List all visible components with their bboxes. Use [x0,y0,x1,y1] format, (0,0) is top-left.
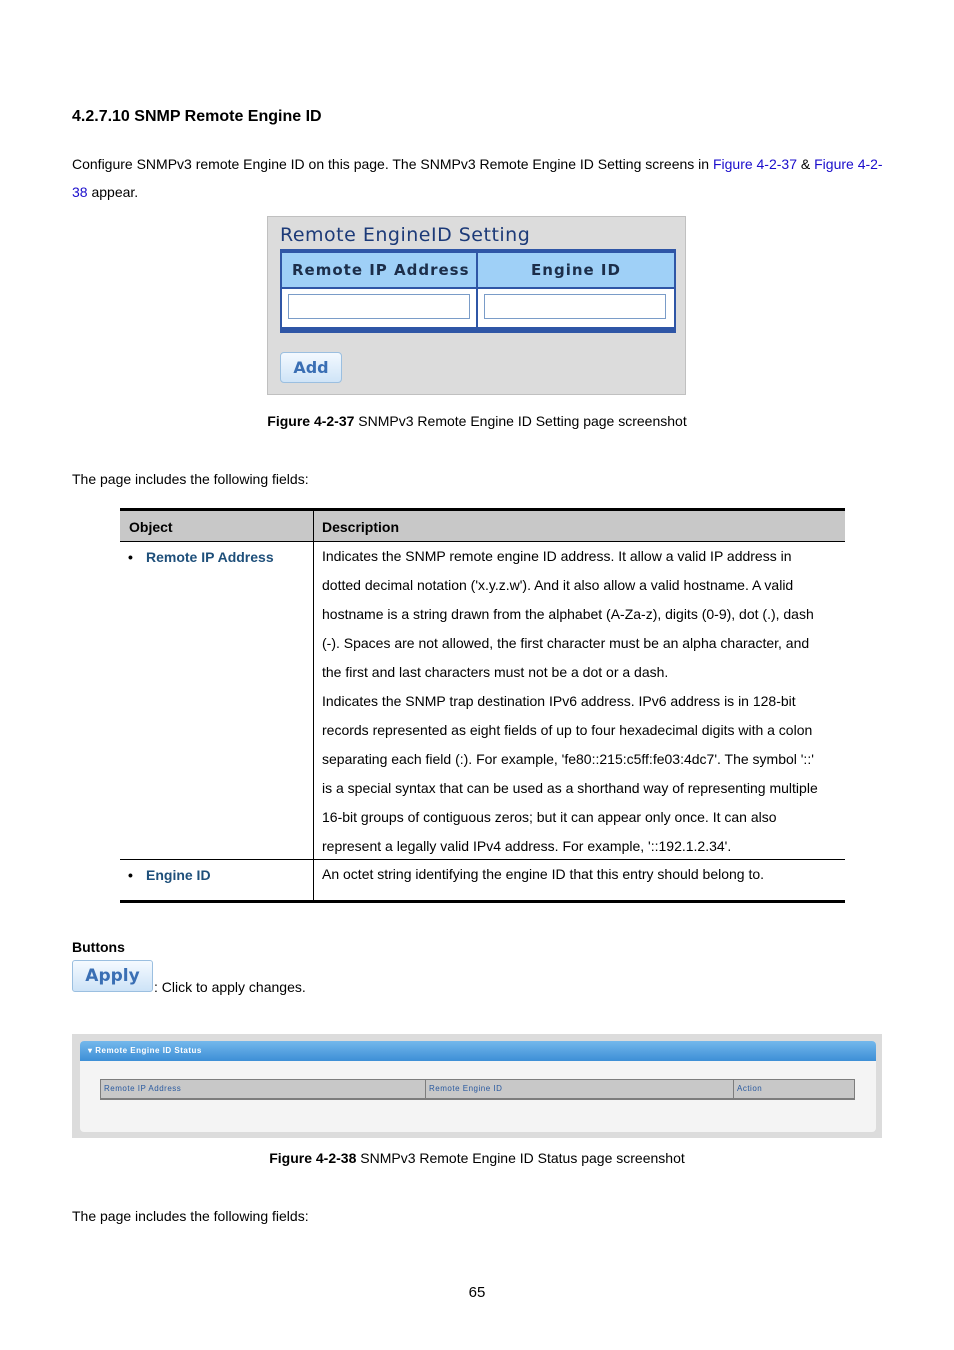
header-description: Description [322,519,400,535]
apply-description: : Click to apply changes. [154,979,306,995]
figure-4-2-38-caption [0,1150,954,1166]
apply-button[interactable]: Apply [72,960,153,992]
engine-id-input[interactable] [484,294,666,319]
section-title: 4.2.7.10 SNMP Remote Engine ID [72,108,322,125]
caption-label: Figure 4-2-37 [267,413,355,429]
caption-text: SNMPv3 Remote Engine ID Status page screenshot [356,1150,685,1166]
panel-title: Remote EngineID Setting [280,224,531,246]
column-header-engine-id: Engine ID [478,253,674,287]
remote-engine-id-status-screenshot [72,1034,882,1138]
figure-4-2-37-caption [0,413,954,429]
status-col-remote-engine-id: Remote Engine ID [425,1080,733,1098]
figure-4-2-38-link[interactable]: Figure 4-2-38 [72,156,883,200]
column-header-remote-ip: Remote IP Address [282,253,476,287]
remote-ip-input[interactable] [288,294,470,319]
description-remote-ip-address: Indicates the SNMP remote engine ID address. It allow a valid IP address in dotted decimal notation ('x.y.z.w'). And it also allow a valid hostname. A valid hostname is a string drawn from the alphabet (A-Za-z), digits (0-9), dot (.), dash (-). Spaces are not allowed, the first character must be an alpha character, and the first and last characters must not be a dot or a dash. Indicates the SNMP trap destination IPv6 address. IPv6 address is in 128-bit records represented as eight fields of up to four hexadecimal digits with a colon separating each field (:). For example, 'fe80::215:c5ff:fe03:4dc7'. The symbol '::' is a special syntax that can be used as a shorthand way of representing multiple 16-bit groups of contiguous zeros; but it can appear only once. It can also represent a legally valid IPv4 address. For example, '::192.1.2.34'. [322,548,818,854]
caption-label: Figure 4-2-38 [269,1150,357,1166]
remote-ip-cell [282,289,476,327]
setting-table [280,249,676,333]
column-divider [313,511,314,901]
status-col-action: Action [733,1080,854,1098]
intro-text-after: appear. [87,184,139,200]
object-engine-id: • Engine ID [130,867,211,883]
figure-4-2-37-link[interactable]: Figure 4-2-37 [712,156,797,172]
header-object: Object [129,519,173,535]
status-col-remote-ip: Remote IP Address [104,1084,182,1093]
fields-intro-1: The page includes the following fields: [72,471,309,487]
page-number: 65 [468,1284,486,1301]
table-bottom-rule [120,900,845,903]
status-panel [80,1041,876,1132]
intro-text-before: Configure SNMPv3 remote Engine ID on this page. The SNMPv3 Remote Engine ID Setting screens in [72,156,713,172]
add-button[interactable]: Add [280,352,342,383]
engine-id-cell [478,289,674,327]
table-header [120,511,845,542]
intro-paragraph [72,150,892,206]
intro-amp: & [797,156,815,172]
fields-intro-2: The page includes the following fields: [72,1208,309,1224]
remote-engineid-setting-screenshot [267,216,686,395]
status-panel-titlebar[interactable]: ▾ Remote Engine ID Status [80,1041,876,1061]
buttons-heading: Buttons [72,939,125,955]
object-remote-ip-address: • Remote IP Address [130,549,274,565]
description-engine-id: An octet string identifying the engine ID that this entry should belong to. [322,866,765,882]
status-table-header [100,1079,855,1100]
caption-text: SNMPv3 Remote Engine ID Setting page screenshot [354,413,687,429]
